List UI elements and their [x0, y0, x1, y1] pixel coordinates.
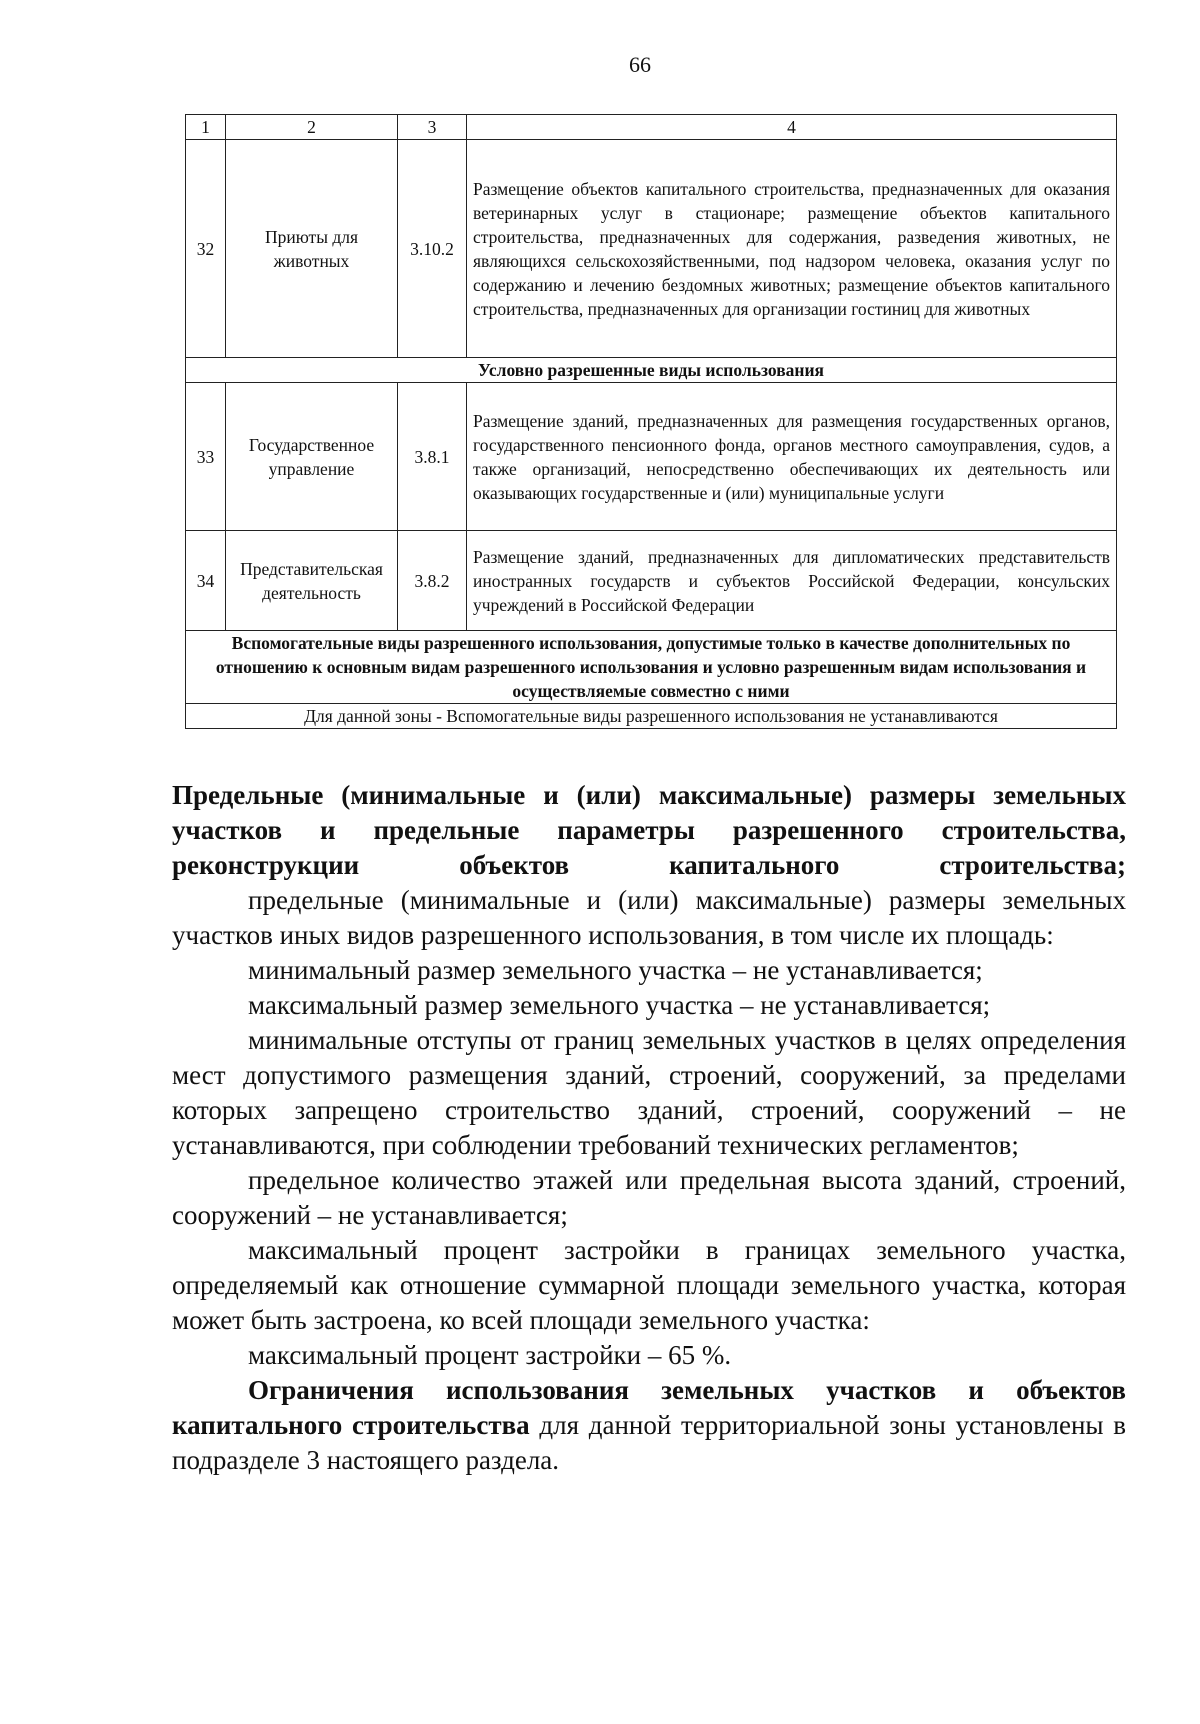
- use-type-description: Размещение объектов капитального строительства, предназначенных для оказания ветеринарных услуг в стационаре; размещение объектов капитального строительства, предназначенных для содержания, разведения животных, не являющихся сельскохозяйственными, под надзором человека, оказания услуг по содержанию и лечению бездомных животных; размещение объектов капитального строительства, предназначенных для организации гостиниц для животных: [467, 140, 1117, 358]
- column-header: 4: [467, 115, 1117, 140]
- page-number: 66: [629, 52, 651, 77]
- use-type-code: 3.8.1: [398, 383, 467, 531]
- section-row: [186, 358, 1117, 383]
- body-text: [172, 778, 1126, 1478]
- auxiliary-section-title: Вспомогательные виды разрешенного использования, допустимые только в качестве дополнительных по отношению к основным видам разрешенного использования и условно разрешенным видам использования и осуществляемые совместно с ними: [186, 631, 1117, 704]
- paragraph: максимальный процент застройки в границах земельного участка, определяемый как отношение суммарной площади земельного участка, которая может быть застроена, ко всей площади земельного участка:: [172, 1235, 1126, 1335]
- paragraph: максимальный размер земельного участка – не устанавливается;: [248, 990, 991, 1020]
- restrictions-bold-text: Ограничения использования земельных участков и объектов капитального строительства: [172, 1375, 1126, 1440]
- use-type-code: 3.10.2: [398, 140, 467, 358]
- column-header: 3: [398, 115, 467, 140]
- restrictions-paragraph: [172, 1373, 1126, 1478]
- land-use-table: [185, 114, 1117, 729]
- row-number: 34: [186, 531, 226, 631]
- paragraph: минимальный размер земельного участка – не устанавливается;: [248, 955, 983, 985]
- use-type-description: Размещение зданий, предназначенных для размещения государственных органов, государственного пенсионного фонда, органов местного самоуправления, судов, а также организаций, непосредственно обеспечивающих их деятельность или оказывающих государственные и (или) муниципальные услуги: [467, 383, 1117, 531]
- column-header: 2: [226, 115, 398, 140]
- restrictions-text: для данной территориальной зоны установлены в подразделе 3 настоящего раздела.: [172, 1410, 1126, 1475]
- table-row: [186, 140, 1117, 358]
- table-row: [186, 383, 1117, 531]
- row-number: 33: [186, 383, 226, 531]
- table-row: [186, 531, 1117, 631]
- use-type-name: Государственное управление: [226, 383, 398, 531]
- row-number: 32: [186, 140, 226, 358]
- table-header-row: [186, 115, 1117, 140]
- use-type-code: 3.8.2: [398, 531, 467, 631]
- use-type-name: Представительская деятельность: [226, 531, 398, 631]
- use-type-name: Приюты для животных: [226, 140, 398, 358]
- paragraph: максимальный процент застройки – 65 %.: [248, 1340, 732, 1370]
- section-heading: Предельные (минимальные и (или) максимальные) размеры земельных участков и предельные параметры разрешенного строительства, реконструкции объектов капитального строительства;: [172, 780, 1126, 880]
- section-row: [186, 631, 1117, 704]
- section-row: [186, 704, 1117, 729]
- conditional-section-title: Условно разрешенные виды использования: [186, 358, 1117, 383]
- paragraph: предельные (минимальные и (или) максимальные) размеры земельных участков иных видов разрешенного использования, в том числе их площадь:: [172, 885, 1126, 950]
- column-header: 1: [186, 115, 226, 140]
- paragraph: предельное количество этажей или предельная высота зданий, строений, сооружений – не устанавливается;: [172, 1165, 1126, 1230]
- auxiliary-note: Для данной зоны - Вспомогательные виды разрешенного использования не устанавливаются: [186, 704, 1117, 729]
- paragraph: минимальные отступы от границ земельных участков в целях определения мест допустимого размещения зданий, строений, сооружений, за пределами которых запрещено строительство зданий, строений, сооружений – не устанавливаются, при соблюдении требований технических регламентов;: [172, 1025, 1126, 1160]
- use-type-description: Размещение зданий, предназначенных для дипломатических представительств иностранных государств и субъектов Российской Федерации, консульских учреждений в Российской Федерации: [467, 531, 1117, 631]
